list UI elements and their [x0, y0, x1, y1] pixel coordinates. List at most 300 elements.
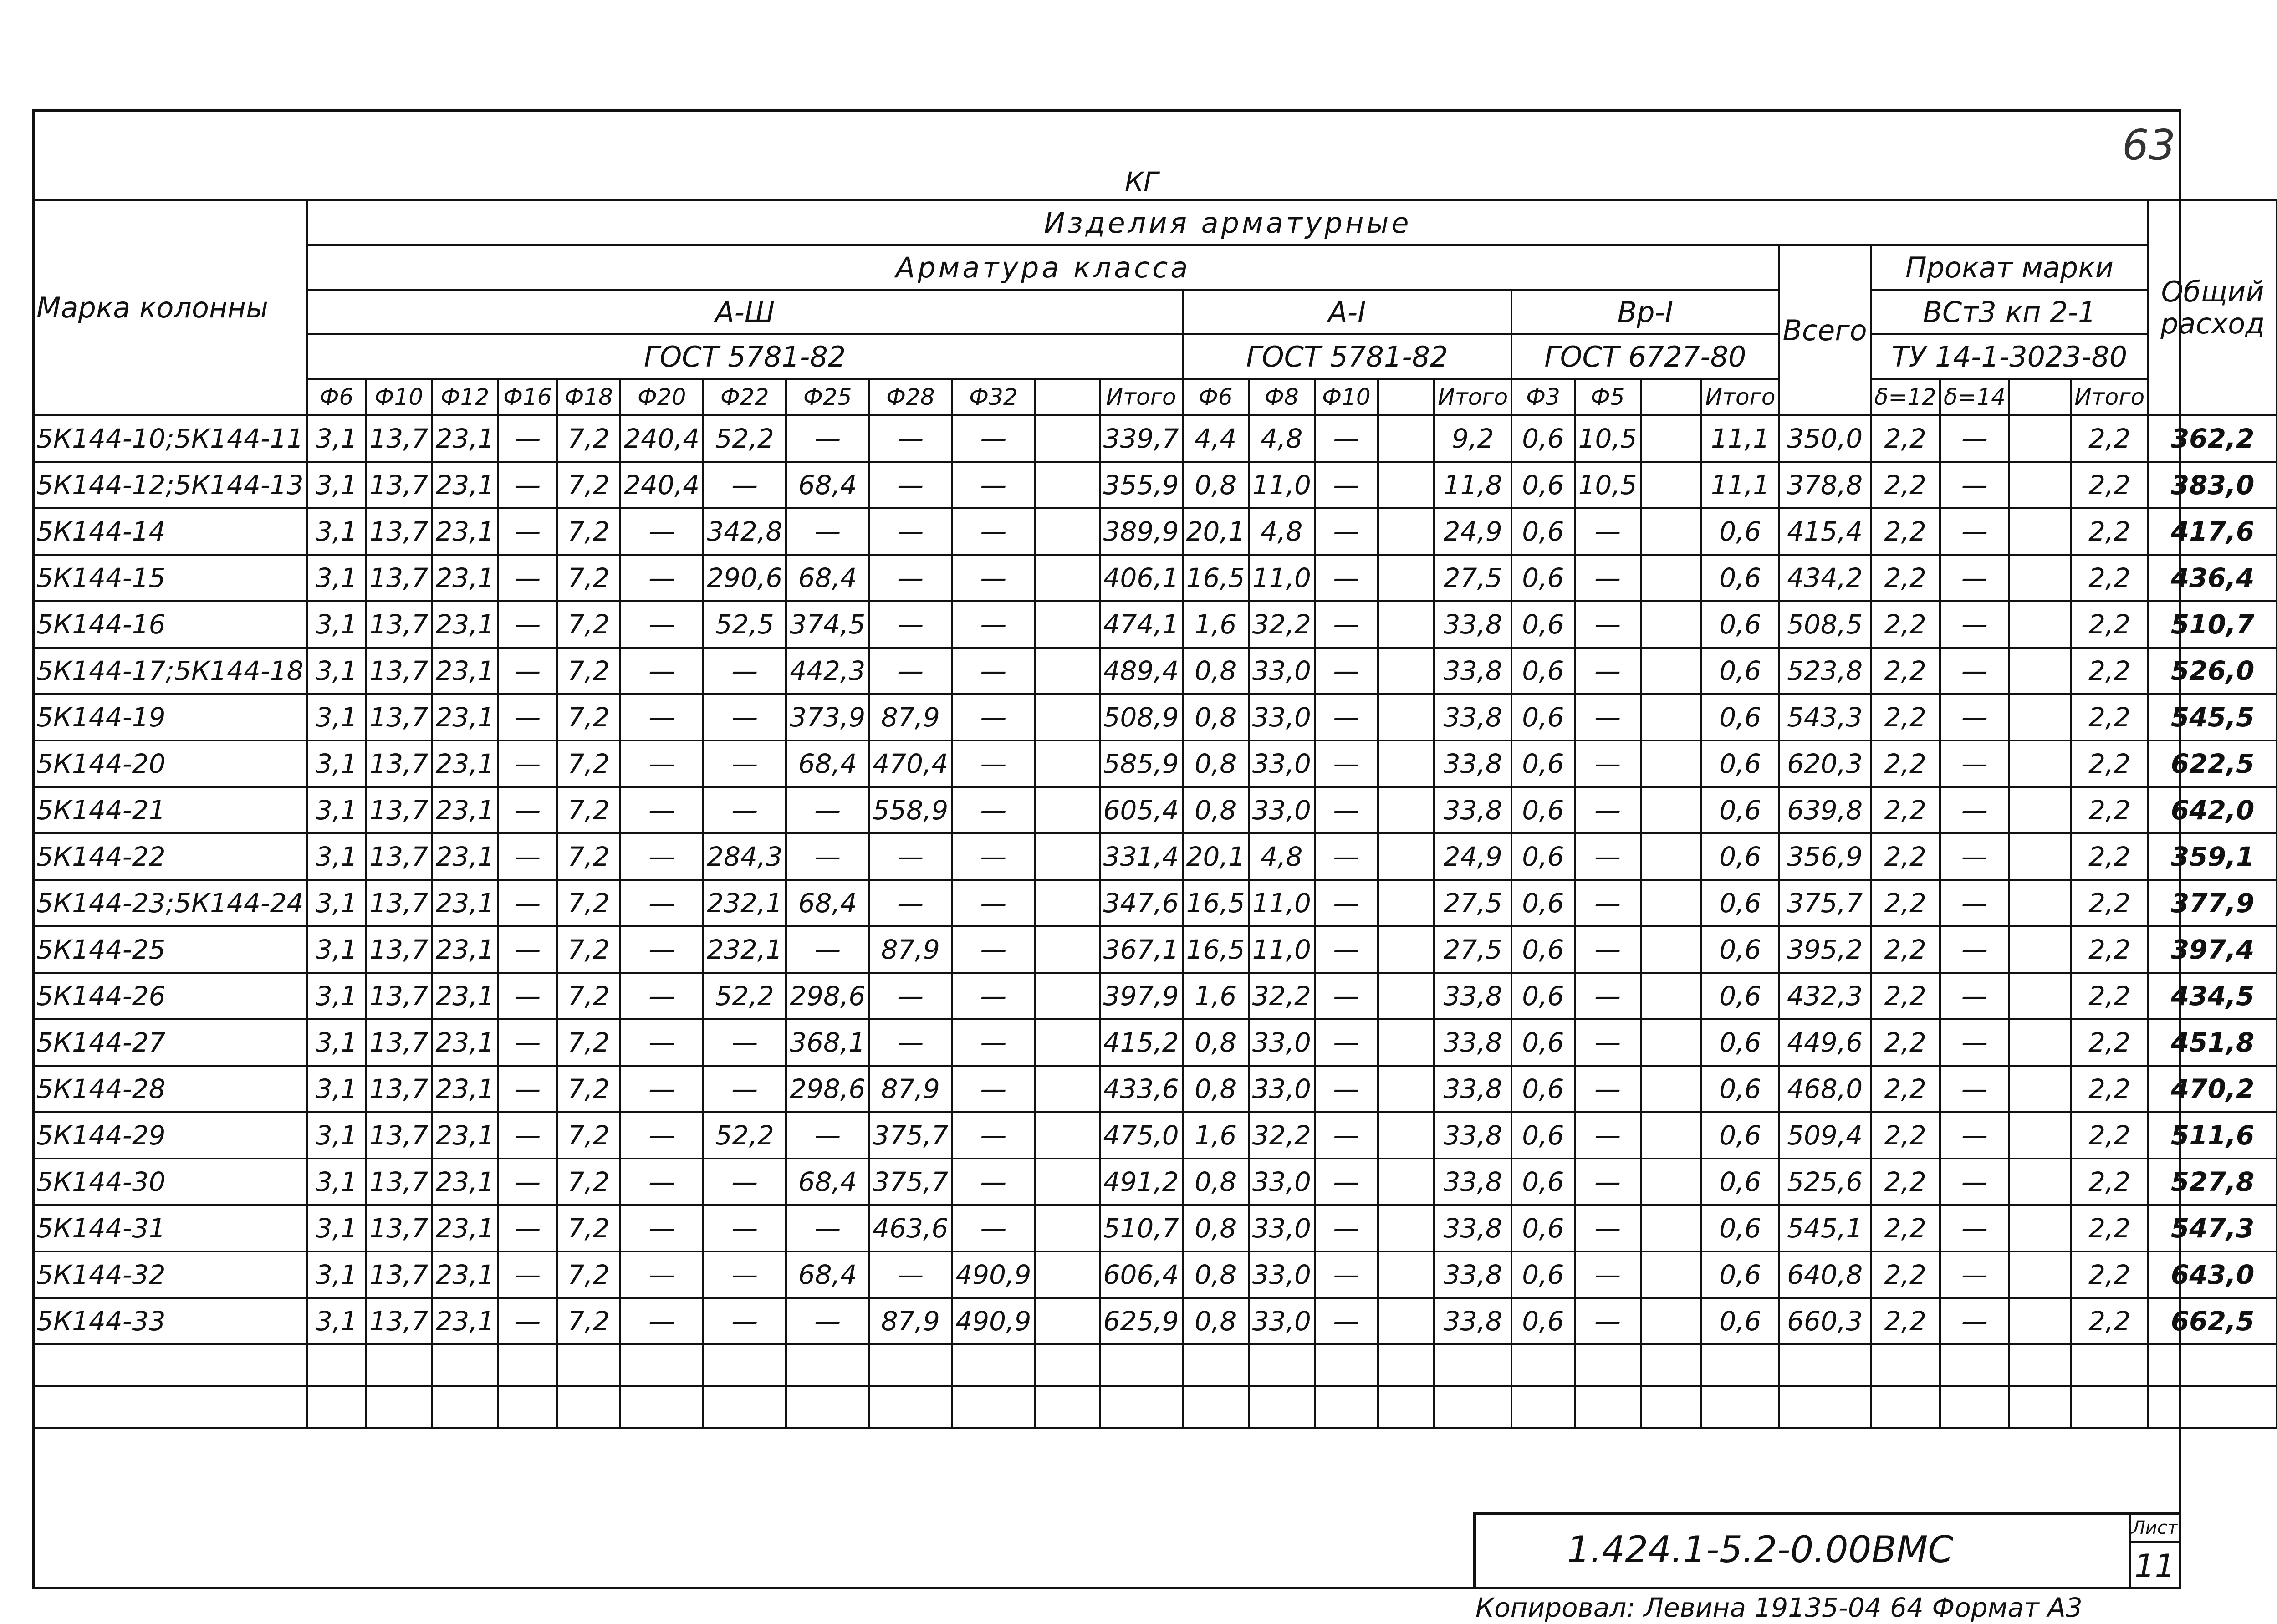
empty-cell [1434, 1386, 1511, 1428]
table-cell: 0,6 [1511, 1205, 1574, 1251]
header-class-a3: А-Ш [307, 290, 1183, 334]
table-cell: 13,7 [366, 741, 432, 787]
table-cell [1035, 648, 1099, 694]
table-cell: — [869, 880, 952, 926]
table-cell: 27,5 [1434, 926, 1511, 973]
table-cell: 490,9 [952, 1251, 1035, 1298]
table-cell: — [1940, 648, 2009, 694]
table-cell: — [952, 648, 1035, 694]
table-cell: 13,7 [366, 508, 432, 555]
table-cell: — [952, 508, 1035, 555]
table-cell: — [1575, 787, 1641, 833]
table-cell [2009, 973, 2071, 1019]
table-cell: 0,8 [1183, 694, 1249, 741]
empty-cell [1315, 1344, 1378, 1386]
table-row [33, 462, 2277, 508]
subheader-cell: Ф22 [703, 379, 786, 415]
empty-cell [557, 1344, 620, 1386]
table-cell: — [498, 973, 557, 1019]
empty-cell [1940, 1344, 2009, 1386]
table-cell: 0,6 [1511, 1251, 1574, 1298]
subheader-cell: Ф16 [498, 379, 557, 415]
table-cell: 2,2 [1871, 1298, 1940, 1344]
header-gost-a1: ГОСТ 5781-82 [1183, 334, 1512, 379]
table-cell: 0,6 [1511, 787, 1574, 833]
table-cell: 13,7 [366, 1251, 432, 1298]
column-mark-cell: 5К144-31 [33, 1205, 307, 1251]
table-cell: 356,9 [1779, 833, 1870, 880]
table-cell: 0,6 [1701, 648, 1779, 694]
table-cell: 545,1 [1779, 1205, 1870, 1251]
table-cell: 7,2 [557, 462, 620, 508]
table-cell: 2,2 [1871, 601, 1940, 648]
table-cell: 451,8 [2148, 1019, 2277, 1066]
table-cell: 33,8 [1434, 1019, 1511, 1066]
table-cell: — [1575, 1019, 1641, 1066]
table-cell: 33,0 [1249, 1251, 1315, 1298]
table-cell [1641, 880, 1702, 926]
table-cell: 23,1 [432, 926, 498, 973]
empty-cell [1249, 1386, 1315, 1428]
table-cell: — [1315, 833, 1378, 880]
table-cell: 3,1 [307, 1251, 366, 1298]
table-cell: 468,0 [1779, 1066, 1870, 1112]
table-cell: 0,6 [1701, 973, 1779, 1019]
table-cell: — [952, 1159, 1035, 1205]
table-cell: — [952, 601, 1035, 648]
empty-cell [1315, 1386, 1378, 1428]
table-cell [2009, 1298, 2071, 1344]
subheader-cell: δ=14 [1940, 379, 2009, 415]
table-cell: 33,8 [1434, 1298, 1511, 1344]
subheader-cell: Итого [1701, 379, 1779, 415]
column-mark-cell: 5К144-25 [33, 926, 307, 973]
table-cell: — [869, 648, 952, 694]
table-cell: — [786, 1112, 869, 1159]
table-cell: 0,6 [1701, 1019, 1779, 1066]
table-cell [1641, 1159, 1702, 1205]
empty-cell [307, 1344, 366, 1386]
table-cell [1035, 694, 1099, 741]
table-cell: 23,1 [432, 833, 498, 880]
table-cell: 33,8 [1434, 1112, 1511, 1159]
table-cell: 23,1 [432, 648, 498, 694]
table-cell: 0,8 [1183, 1251, 1249, 1298]
table-cell: 558,9 [869, 787, 952, 833]
table-cell: 2,2 [2071, 833, 2148, 880]
table-row [33, 741, 2277, 787]
table-cell [2009, 601, 2071, 648]
table-cell: — [1940, 1066, 2009, 1112]
table-cell: 11,1 [1701, 415, 1779, 462]
table-cell: — [786, 926, 869, 973]
rebar-specification-table [32, 199, 2277, 1429]
table-cell: — [620, 1112, 703, 1159]
document-code: 1.424.1-5.2-0.00ВМС [1567, 1528, 1954, 1571]
column-mark-cell: 5К144-28 [33, 1066, 307, 1112]
table-cell: 7,2 [557, 694, 620, 741]
table-cell: 11,8 [1434, 462, 1511, 508]
table-cell: 1,6 [1183, 1112, 1249, 1159]
table-cell: 68,4 [786, 880, 869, 926]
table-cell [1378, 415, 1434, 462]
table-cell: 2,2 [1871, 973, 1940, 1019]
table-cell: 7,2 [557, 1298, 620, 1344]
table-cell: 13,7 [366, 926, 432, 973]
table-cell [1641, 1066, 1702, 1112]
table-cell: 13,7 [366, 555, 432, 601]
table-cell: — [1315, 694, 1378, 741]
header-gost-vr1: ГОСТ 6727-80 [1511, 334, 1779, 379]
table-cell: 2,2 [1871, 741, 1940, 787]
column-mark-cell: 5К144-32 [33, 1251, 307, 1298]
table-cell: — [620, 648, 703, 694]
table-cell: 7,2 [557, 555, 620, 601]
table-cell: 0,8 [1183, 1205, 1249, 1251]
table-cell: 0,6 [1511, 601, 1574, 648]
table-cell: — [1575, 1251, 1641, 1298]
table-cell: 470,2 [2148, 1066, 2277, 1112]
table-cell: 397,4 [2148, 926, 2277, 973]
table-cell: 0,6 [1701, 833, 1779, 880]
column-mark-cell: 5К144-15 [33, 555, 307, 601]
table-cell: 3,1 [307, 415, 366, 462]
table-cell: — [1315, 1298, 1378, 1344]
table-cell: 68,4 [786, 462, 869, 508]
table-cell: — [952, 1019, 1035, 1066]
empty-cell [2148, 1344, 2277, 1386]
table-cell: — [1315, 555, 1378, 601]
table-cell: — [498, 1298, 557, 1344]
table-cell: 490,9 [952, 1298, 1035, 1344]
table-cell [1641, 1298, 1702, 1344]
table-cell: — [952, 926, 1035, 973]
table-cell: 660,3 [1779, 1298, 1870, 1344]
table-cell: — [620, 1205, 703, 1251]
table-cell: 0,6 [1511, 741, 1574, 787]
table-cell: — [786, 508, 869, 555]
table-cell: — [869, 833, 952, 880]
table-cell: 622,5 [2148, 741, 2277, 787]
table-cell: — [620, 1066, 703, 1112]
table-cell [1641, 508, 1702, 555]
subheader-cell [1641, 379, 1702, 415]
table-cell: — [786, 787, 869, 833]
table-cell: 20,1 [1183, 833, 1249, 880]
table-cell [2009, 926, 2071, 973]
table-cell: 383,0 [2148, 462, 2277, 508]
table-cell: 2,2 [2071, 1019, 2148, 1066]
empty-cell [1575, 1386, 1641, 1428]
table-cell [1378, 1205, 1434, 1251]
table-cell: — [952, 1205, 1035, 1251]
table-cell: 2,2 [2071, 973, 2148, 1019]
table-cell: 33,8 [1434, 648, 1511, 694]
table-cell: — [498, 787, 557, 833]
table-cell: 0,6 [1701, 508, 1779, 555]
empty-cell [366, 1386, 432, 1428]
table-cell: 23,1 [432, 555, 498, 601]
table-cell: 510,7 [2148, 601, 2277, 648]
table-row [33, 648, 2277, 694]
table-cell: — [1575, 1159, 1641, 1205]
table-cell: 4,8 [1249, 508, 1315, 555]
table-cell: — [869, 555, 952, 601]
table-cell: 0,6 [1701, 787, 1779, 833]
table-cell: 33,8 [1434, 1205, 1511, 1251]
table-cell: — [1940, 415, 2009, 462]
header-general: Общий расход [2148, 200, 2277, 415]
table-cell: 13,7 [366, 694, 432, 741]
table-cell [2009, 1066, 2071, 1112]
table-cell [1035, 926, 1099, 973]
table-cell: 33,8 [1434, 1251, 1511, 1298]
table-cell [1641, 1251, 1702, 1298]
empty-cell [1378, 1344, 1434, 1386]
table-cell: 2,2 [1871, 833, 1940, 880]
table-cell: 2,2 [2071, 555, 2148, 601]
empty-cell [869, 1386, 952, 1428]
empty-cell [307, 1386, 366, 1428]
table-cell: — [1940, 1112, 2009, 1159]
table-cell: 23,1 [432, 1019, 498, 1066]
table-cell: 0,6 [1701, 694, 1779, 741]
table-cell: 374,5 [786, 601, 869, 648]
table-cell [1035, 1112, 1099, 1159]
table-cell [2009, 462, 2071, 508]
table-cell: 0,6 [1511, 1019, 1574, 1066]
table-cell: 0,6 [1701, 601, 1779, 648]
table-cell: — [620, 1159, 703, 1205]
subheader-cell: Ф6 [1183, 379, 1249, 415]
table-cell: — [952, 787, 1035, 833]
table-cell: — [1315, 787, 1378, 833]
table-cell: — [1315, 1251, 1378, 1298]
table-cell [1378, 1112, 1434, 1159]
table-cell: 13,7 [366, 1159, 432, 1205]
empty-cell [1183, 1386, 1249, 1428]
table-row [33, 1251, 2277, 1298]
table-cell: 11,0 [1249, 880, 1315, 926]
table-cell: 585,9 [1100, 741, 1183, 787]
table-cell: 434,2 [1779, 555, 1870, 601]
table-cell: 24,9 [1434, 833, 1511, 880]
table-cell: 2,2 [1871, 787, 1940, 833]
table-row [33, 601, 2277, 648]
table-cell: 2,2 [2071, 1159, 2148, 1205]
table-cell: 13,7 [366, 787, 432, 833]
table-row [33, 415, 2277, 462]
table-cell: 442,3 [786, 648, 869, 694]
table-cell: — [620, 1019, 703, 1066]
table-cell [1641, 926, 1702, 973]
table-cell: 87,9 [869, 694, 952, 741]
table-cell: 432,3 [1779, 973, 1870, 1019]
table-cell: 23,1 [432, 1251, 498, 1298]
table-cell: 16,5 [1183, 555, 1249, 601]
table-cell: 2,2 [1871, 462, 1940, 508]
table-cell: — [1940, 1251, 2009, 1298]
empty-cell [620, 1344, 703, 1386]
table-cell: 10,5 [1575, 462, 1641, 508]
table-cell: — [1575, 1066, 1641, 1112]
table-cell [1641, 555, 1702, 601]
table-cell: 33,0 [1249, 1298, 1315, 1344]
table-cell: 0,6 [1701, 555, 1779, 601]
table-cell: 2,2 [1871, 508, 1940, 555]
table-cell: 7,2 [557, 1251, 620, 1298]
table-cell: — [1940, 926, 2009, 973]
table-row [33, 1159, 2277, 1205]
sheet-number: 11 [2134, 1547, 2175, 1585]
column-mark-cell: 5К144-33 [33, 1298, 307, 1344]
subheader-cell [1035, 379, 1099, 415]
table-cell: 662,5 [2148, 1298, 2277, 1344]
table-cell: 11,0 [1249, 555, 1315, 601]
empty-cell [1100, 1386, 1183, 1428]
table-cell [1035, 973, 1099, 1019]
subheader-cell: Ф5 [1575, 379, 1641, 415]
table-cell: — [620, 741, 703, 787]
table-cell [1378, 880, 1434, 926]
table-cell: 23,1 [432, 880, 498, 926]
table-cell: 3,1 [307, 880, 366, 926]
table-cell: 13,7 [366, 415, 432, 462]
empty-cell [2071, 1344, 2148, 1386]
table-cell: 23,1 [432, 1066, 498, 1112]
table-cell: — [786, 833, 869, 880]
table-cell [1035, 1159, 1099, 1205]
table-cell: 4,4 [1183, 415, 1249, 462]
table-cell: 33,0 [1249, 787, 1315, 833]
table-cell: 1,6 [1183, 973, 1249, 1019]
table-cell: — [498, 880, 557, 926]
table-cell [2009, 1159, 2071, 1205]
table-cell: 331,4 [1100, 833, 1183, 880]
empty-cell [33, 1386, 307, 1428]
empty-cell [2009, 1344, 2071, 1386]
table-cell: 33,0 [1249, 1159, 1315, 1205]
table-cell: 290,6 [703, 555, 786, 601]
table-cell: — [498, 648, 557, 694]
table-cell: 10,5 [1575, 415, 1641, 462]
table-cell: 87,9 [869, 1066, 952, 1112]
table-cell: 7,2 [557, 508, 620, 555]
column-mark-cell: 5К144-12;5К144-13 [33, 462, 307, 508]
table-cell: — [1940, 1159, 2009, 1205]
table-cell: 16,5 [1183, 880, 1249, 926]
table-cell: 0,6 [1511, 926, 1574, 973]
table-cell: — [1315, 741, 1378, 787]
empty-cell [703, 1386, 786, 1428]
table-cell: — [869, 1251, 952, 1298]
table-cell [1378, 787, 1434, 833]
table-cell [1378, 1066, 1434, 1112]
table-cell: 7,2 [557, 1159, 620, 1205]
table-cell [1641, 694, 1702, 741]
table-cell: 368,1 [786, 1019, 869, 1066]
table-cell: 375,7 [869, 1112, 952, 1159]
table-cell: — [703, 1251, 786, 1298]
table-cell: 11,0 [1249, 462, 1315, 508]
table-cell: — [498, 1066, 557, 1112]
empty-cell [1779, 1344, 1870, 1386]
table-cell: — [498, 555, 557, 601]
table-cell: — [869, 415, 952, 462]
empty-cell [1871, 1344, 1940, 1386]
column-mark-cell: 5К144-21 [33, 787, 307, 833]
table-cell: 2,2 [1871, 1112, 1940, 1159]
table-cell: 342,8 [703, 508, 786, 555]
table-cell [1378, 926, 1434, 973]
header-class-vr1: Вр-I [1511, 290, 1779, 334]
table-cell: 2,2 [2071, 508, 2148, 555]
table-cell [1378, 601, 1434, 648]
table-cell: 3,1 [307, 462, 366, 508]
column-mark-cell: 5К144-14 [33, 508, 307, 555]
table-cell: 395,2 [1779, 926, 1870, 973]
column-mark-cell: 5К144-19 [33, 694, 307, 741]
table-cell [1035, 555, 1099, 601]
table-cell: 0,6 [1701, 1066, 1779, 1112]
table-cell: 526,0 [2148, 648, 2277, 694]
table-cell: — [703, 1205, 786, 1251]
table-cell: 417,6 [2148, 508, 2277, 555]
empty-cell [1871, 1386, 1940, 1428]
table-cell: — [703, 648, 786, 694]
empty-cell [432, 1344, 498, 1386]
table-cell: 13,7 [366, 973, 432, 1019]
table-cell: 87,9 [869, 926, 952, 973]
table-cell: 640,8 [1779, 1251, 1870, 1298]
table-cell [2009, 741, 2071, 787]
table-cell: — [620, 601, 703, 648]
table-cell: 0,6 [1511, 462, 1574, 508]
subheader-cell: Итого [1434, 379, 1511, 415]
column-mark-cell: 5К144-26 [33, 973, 307, 1019]
table-cell [1641, 833, 1702, 880]
table-cell: 27,5 [1434, 555, 1511, 601]
table-cell: 489,4 [1100, 648, 1183, 694]
table-cell: — [1575, 833, 1641, 880]
table-cell: — [1575, 880, 1641, 926]
table-cell: 639,8 [1779, 787, 1870, 833]
empty-cell [1434, 1344, 1511, 1386]
table-cell: — [1940, 508, 2009, 555]
column-mark-cell: 5К144-17;5К144-18 [33, 648, 307, 694]
table-cell [1378, 973, 1434, 1019]
table-cell: 2,2 [2071, 787, 2148, 833]
table-cell: 0,6 [1701, 926, 1779, 973]
table-cell: — [1575, 555, 1641, 601]
table-cell: 68,4 [786, 741, 869, 787]
table-cell: 606,4 [1100, 1251, 1183, 1298]
table-cell [1035, 1251, 1099, 1298]
table-cell [1035, 1298, 1099, 1344]
table-cell: 4,8 [1249, 833, 1315, 880]
table-cell: — [1315, 648, 1378, 694]
table-cell: — [1940, 1298, 2009, 1344]
table-cell: 13,7 [366, 601, 432, 648]
table-cell: 406,1 [1100, 555, 1183, 601]
subheader-cell: Ф8 [1249, 379, 1315, 415]
table-cell: — [952, 741, 1035, 787]
table-cell [1035, 741, 1099, 787]
table-cell: 13,7 [366, 1112, 432, 1159]
table-cell: 11,1 [1701, 462, 1779, 508]
table-cell: — [869, 508, 952, 555]
table-cell: 52,2 [703, 973, 786, 1019]
